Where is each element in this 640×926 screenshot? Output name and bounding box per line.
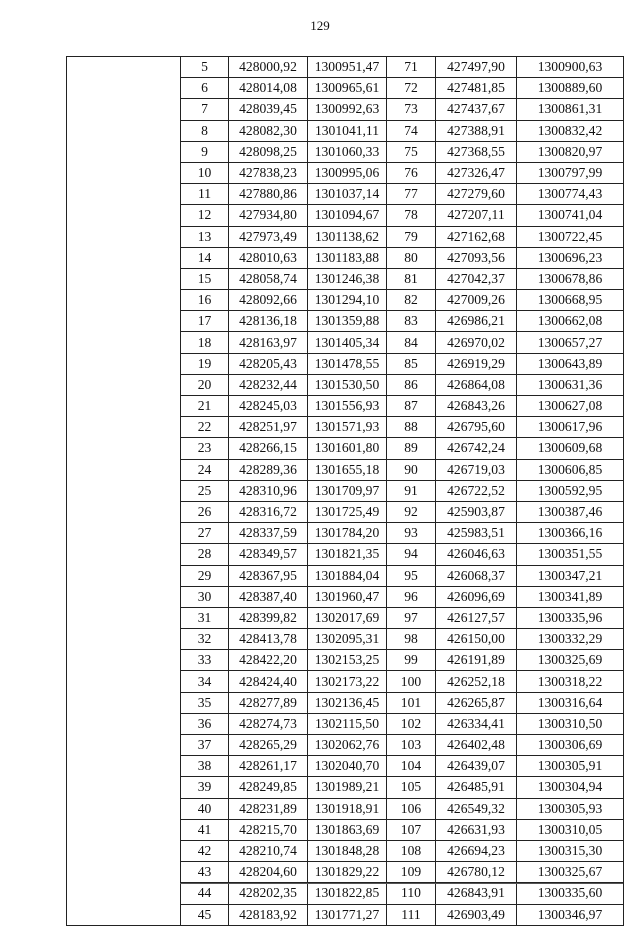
- y-coordinate-right-cell: 1300332,29: [517, 629, 624, 650]
- x-coordinate-left-cell: 427934,80: [229, 205, 308, 226]
- page-number: 129: [310, 18, 330, 33]
- y-coordinate-left-cell: 1301784,20: [308, 523, 387, 544]
- y-coordinate-right-cell: 1300631,36: [517, 374, 624, 395]
- x-coordinate-right-cell: 426631,93: [436, 819, 517, 840]
- y-coordinate-right-cell: 1300304,94: [517, 777, 624, 798]
- y-coordinate-right-cell: 1300341,89: [517, 586, 624, 607]
- point-number-left-cell: 31: [181, 607, 229, 628]
- x-coordinate-right-cell: 426970,02: [436, 332, 517, 353]
- point-number-left-cell: 29: [181, 565, 229, 586]
- x-coordinate-right-cell: 425983,51: [436, 523, 517, 544]
- point-number-left-cell: 30: [181, 586, 229, 607]
- bottom-rule: [180, 883, 623, 884]
- x-coordinate-left-cell: 428136,18: [229, 311, 308, 332]
- point-number-right-cell: 78: [387, 205, 436, 226]
- point-number-right-cell: 109: [387, 862, 436, 883]
- y-coordinate-left-cell: 1301359,88: [308, 311, 387, 332]
- x-coordinate-right-cell: 426719,03: [436, 459, 517, 480]
- y-coordinate-right-cell: 1300592,95: [517, 480, 624, 501]
- point-number-right-cell: 107: [387, 819, 436, 840]
- point-number-right-cell: 92: [387, 501, 436, 522]
- x-coordinate-right-cell: 426742,24: [436, 438, 517, 459]
- y-coordinate-right-cell: 1300609,68: [517, 438, 624, 459]
- y-coordinate-left-cell: 1301655,18: [308, 459, 387, 480]
- x-coordinate-left-cell: 428413,78: [229, 629, 308, 650]
- point-number-left-cell: 25: [181, 480, 229, 501]
- x-coordinate-left-cell: 428010,63: [229, 247, 308, 268]
- point-number-left-cell: 21: [181, 396, 229, 417]
- point-number-right-cell: 100: [387, 671, 436, 692]
- x-coordinate-left-cell: 428204,60: [229, 862, 308, 883]
- x-coordinate-left-cell: 428422,20: [229, 650, 308, 671]
- y-coordinate-left-cell: 1301478,55: [308, 353, 387, 374]
- point-number-left-cell: 34: [181, 671, 229, 692]
- x-coordinate-left-cell: 428337,59: [229, 523, 308, 544]
- x-coordinate-left-cell: 428316,72: [229, 501, 308, 522]
- x-coordinate-left-cell: 428202,35: [229, 883, 308, 904]
- y-coordinate-left-cell: 1301571,93: [308, 417, 387, 438]
- point-number-left-cell: 22: [181, 417, 229, 438]
- point-number-left-cell: 9: [181, 141, 229, 162]
- y-coordinate-right-cell: 1300900,63: [517, 57, 624, 78]
- x-coordinate-left-cell: 428205,43: [229, 353, 308, 374]
- point-number-left-cell: 11: [181, 184, 229, 205]
- x-coordinate-right-cell: 426549,32: [436, 798, 517, 819]
- x-coordinate-left-cell: 428092,66: [229, 290, 308, 311]
- x-coordinate-right-cell: 427042,37: [436, 268, 517, 289]
- point-number-right-cell: 85: [387, 353, 436, 374]
- x-coordinate-right-cell: 427093,56: [436, 247, 517, 268]
- y-coordinate-left-cell: 1301405,34: [308, 332, 387, 353]
- y-coordinate-left-cell: 1301960,47: [308, 586, 387, 607]
- y-coordinate-right-cell: 1300387,46: [517, 501, 624, 522]
- x-coordinate-right-cell: 427368,55: [436, 141, 517, 162]
- y-coordinate-right-cell: 1300889,60: [517, 78, 624, 99]
- x-coordinate-right-cell: 425903,87: [436, 501, 517, 522]
- point-number-right-cell: 106: [387, 798, 436, 819]
- x-coordinate-right-cell: 427279,60: [436, 184, 517, 205]
- x-coordinate-left-cell: 428266,15: [229, 438, 308, 459]
- point-number-left-cell: 20: [181, 374, 229, 395]
- y-coordinate-right-cell: 1300722,45: [517, 226, 624, 247]
- x-coordinate-left-cell: 428289,36: [229, 459, 308, 480]
- point-number-right-cell: 72: [387, 78, 436, 99]
- y-coordinate-left-cell: 1301601,80: [308, 438, 387, 459]
- y-coordinate-right-cell: 1300662,08: [517, 311, 624, 332]
- point-number-left-cell: 5: [181, 57, 229, 78]
- y-coordinate-left-cell: 1301530,50: [308, 374, 387, 395]
- x-coordinate-left-cell: 428349,57: [229, 544, 308, 565]
- y-coordinate-right-cell: 1300797,99: [517, 162, 624, 183]
- point-number-left-cell: 24: [181, 459, 229, 480]
- x-coordinate-left-cell: 428232,44: [229, 374, 308, 395]
- y-coordinate-left-cell: 1301183,88: [308, 247, 387, 268]
- y-coordinate-left-cell: 1301821,35: [308, 544, 387, 565]
- point-number-left-cell: 12: [181, 205, 229, 226]
- x-coordinate-right-cell: 426795,60: [436, 417, 517, 438]
- y-coordinate-left-cell: 1301556,93: [308, 396, 387, 417]
- x-coordinate-right-cell: 427481,85: [436, 78, 517, 99]
- point-number-left-cell: 41: [181, 819, 229, 840]
- point-number-left-cell: 45: [181, 904, 229, 925]
- y-coordinate-right-cell: 1300306,69: [517, 735, 624, 756]
- y-coordinate-right-cell: 1300832,42: [517, 120, 624, 141]
- x-coordinate-right-cell: 426843,26: [436, 396, 517, 417]
- x-coordinate-left-cell: 428310,96: [229, 480, 308, 501]
- y-coordinate-left-cell: 1302017,69: [308, 607, 387, 628]
- point-number-right-cell: 76: [387, 162, 436, 183]
- point-number-right-cell: 87: [387, 396, 436, 417]
- y-coordinate-right-cell: 1300657,27: [517, 332, 624, 353]
- point-number-left-cell: 13: [181, 226, 229, 247]
- y-coordinate-left-cell: 1301041,11: [308, 120, 387, 141]
- y-coordinate-left-cell: 1301822,85: [308, 883, 387, 904]
- point-number-left-cell: 33: [181, 650, 229, 671]
- x-coordinate-left-cell: 428014,08: [229, 78, 308, 99]
- x-coordinate-right-cell: 426903,49: [436, 904, 517, 925]
- y-coordinate-right-cell: 1300606,85: [517, 459, 624, 480]
- point-number-left-cell: 35: [181, 692, 229, 713]
- point-number-left-cell: 37: [181, 735, 229, 756]
- x-coordinate-left-cell: 428082,30: [229, 120, 308, 141]
- y-coordinate-left-cell: 1302062,76: [308, 735, 387, 756]
- x-coordinate-left-cell: 428231,89: [229, 798, 308, 819]
- y-coordinate-right-cell: 1300741,04: [517, 205, 624, 226]
- x-coordinate-right-cell: 426843,91: [436, 883, 517, 904]
- point-number-right-cell: 91: [387, 480, 436, 501]
- y-coordinate-left-cell: 1301725,49: [308, 501, 387, 522]
- point-number-left-cell: 38: [181, 756, 229, 777]
- x-coordinate-right-cell: 427326,47: [436, 162, 517, 183]
- x-coordinate-left-cell: 428367,95: [229, 565, 308, 586]
- y-coordinate-left-cell: 1301294,10: [308, 290, 387, 311]
- point-number-right-cell: 80: [387, 247, 436, 268]
- y-coordinate-right-cell: 1300627,08: [517, 396, 624, 417]
- point-number-right-cell: 104: [387, 756, 436, 777]
- y-coordinate-left-cell: 1301771,27: [308, 904, 387, 925]
- x-coordinate-left-cell: 428215,70: [229, 819, 308, 840]
- x-coordinate-right-cell: 426096,69: [436, 586, 517, 607]
- x-coordinate-right-cell: 427388,91: [436, 120, 517, 141]
- point-number-left-cell: 17: [181, 311, 229, 332]
- point-number-right-cell: 71: [387, 57, 436, 78]
- point-number-right-cell: 98: [387, 629, 436, 650]
- y-coordinate-right-cell: 1300325,69: [517, 650, 624, 671]
- coordinates-table-body: [67, 57, 624, 926]
- x-coordinate-right-cell: 426780,12: [436, 862, 517, 883]
- y-coordinate-left-cell: 1302095,31: [308, 629, 387, 650]
- y-coordinate-right-cell: 1300861,31: [517, 99, 624, 120]
- x-coordinate-right-cell: 426722,52: [436, 480, 517, 501]
- x-coordinate-left-cell: 428251,97: [229, 417, 308, 438]
- x-coordinate-right-cell: 426334,41: [436, 713, 517, 734]
- point-number-left-cell: 42: [181, 840, 229, 861]
- y-coordinate-left-cell: 1302040,70: [308, 756, 387, 777]
- y-coordinate-right-cell: 1300820,97: [517, 141, 624, 162]
- y-coordinate-left-cell: 1300951,47: [308, 57, 387, 78]
- y-coordinate-left-cell: 1301918,91: [308, 798, 387, 819]
- x-coordinate-left-cell: 428274,73: [229, 713, 308, 734]
- table-row: [67, 57, 624, 78]
- y-coordinate-left-cell: 1302136,45: [308, 692, 387, 713]
- point-number-right-cell: 83: [387, 311, 436, 332]
- point-number-left-cell: 28: [181, 544, 229, 565]
- y-coordinate-left-cell: 1301884,04: [308, 565, 387, 586]
- y-coordinate-right-cell: 1300774,43: [517, 184, 624, 205]
- y-coordinate-right-cell: 1300678,86: [517, 268, 624, 289]
- point-number-right-cell: 88: [387, 417, 436, 438]
- y-coordinate-left-cell: 1301709,97: [308, 480, 387, 501]
- point-number-right-cell: 79: [387, 226, 436, 247]
- point-number-left-cell: 26: [181, 501, 229, 522]
- y-coordinate-left-cell: 1301037,14: [308, 184, 387, 205]
- x-coordinate-left-cell: 428261,17: [229, 756, 308, 777]
- x-coordinate-right-cell: 427207,11: [436, 205, 517, 226]
- point-number-right-cell: 77: [387, 184, 436, 205]
- point-number-left-cell: 32: [181, 629, 229, 650]
- x-coordinate-right-cell: 427009,26: [436, 290, 517, 311]
- x-coordinate-right-cell: 426864,08: [436, 374, 517, 395]
- y-coordinate-left-cell: 1301060,33: [308, 141, 387, 162]
- x-coordinate-right-cell: 426191,89: [436, 650, 517, 671]
- point-number-right-cell: 103: [387, 735, 436, 756]
- y-coordinate-left-cell: 1302173,22: [308, 671, 387, 692]
- point-number-left-cell: 7: [181, 99, 229, 120]
- y-coordinate-right-cell: 1300310,05: [517, 819, 624, 840]
- point-number-right-cell: 73: [387, 99, 436, 120]
- y-coordinate-right-cell: 1300643,89: [517, 353, 624, 374]
- x-coordinate-right-cell: 426252,18: [436, 671, 517, 692]
- x-coordinate-left-cell: 428245,03: [229, 396, 308, 417]
- x-coordinate-right-cell: 426694,23: [436, 840, 517, 861]
- x-coordinate-left-cell: 428183,92: [229, 904, 308, 925]
- coordinates-table: [66, 56, 624, 926]
- point-number-right-cell: 110: [387, 883, 436, 904]
- point-number-left-cell: 40: [181, 798, 229, 819]
- y-coordinate-left-cell: 1301989,21: [308, 777, 387, 798]
- point-number-left-cell: 39: [181, 777, 229, 798]
- point-number-right-cell: 90: [387, 459, 436, 480]
- y-coordinate-right-cell: 1300305,93: [517, 798, 624, 819]
- y-coordinate-right-cell: 1300305,91: [517, 756, 624, 777]
- point-number-right-cell: 108: [387, 840, 436, 861]
- point-number-right-cell: 74: [387, 120, 436, 141]
- y-coordinate-right-cell: 1300310,50: [517, 713, 624, 734]
- x-coordinate-left-cell: 428387,40: [229, 586, 308, 607]
- point-number-left-cell: 15: [181, 268, 229, 289]
- y-coordinate-right-cell: 1300346,97: [517, 904, 624, 925]
- point-number-left-cell: 27: [181, 523, 229, 544]
- point-number-right-cell: 81: [387, 268, 436, 289]
- y-coordinate-right-cell: 1300325,67: [517, 862, 624, 883]
- x-coordinate-left-cell: 428277,89: [229, 692, 308, 713]
- x-coordinate-right-cell: 426485,91: [436, 777, 517, 798]
- x-coordinate-left-cell: 428039,45: [229, 99, 308, 120]
- x-coordinate-right-cell: 426986,21: [436, 311, 517, 332]
- point-number-right-cell: 99: [387, 650, 436, 671]
- y-coordinate-left-cell: 1302115,50: [308, 713, 387, 734]
- y-coordinate-left-cell: 1301246,38: [308, 268, 387, 289]
- x-coordinate-right-cell: 427437,67: [436, 99, 517, 120]
- point-number-left-cell: 43: [181, 862, 229, 883]
- y-coordinate-left-cell: 1301863,69: [308, 819, 387, 840]
- point-number-left-cell: 6: [181, 78, 229, 99]
- point-number-right-cell: 86: [387, 374, 436, 395]
- x-coordinate-left-cell: 427838,23: [229, 162, 308, 183]
- x-coordinate-left-cell: 428098,25: [229, 141, 308, 162]
- point-number-left-cell: 10: [181, 162, 229, 183]
- x-coordinate-left-cell: 428249,85: [229, 777, 308, 798]
- point-number-left-cell: 8: [181, 120, 229, 141]
- x-coordinate-left-cell: 428163,97: [229, 332, 308, 353]
- blank-left-column: [67, 57, 181, 926]
- point-number-left-cell: 16: [181, 290, 229, 311]
- x-coordinate-right-cell: 426046,63: [436, 544, 517, 565]
- y-coordinate-right-cell: 1300318,22: [517, 671, 624, 692]
- point-number-left-cell: 18: [181, 332, 229, 353]
- point-number-right-cell: 96: [387, 586, 436, 607]
- x-coordinate-left-cell: 428058,74: [229, 268, 308, 289]
- x-coordinate-right-cell: 426439,07: [436, 756, 517, 777]
- y-coordinate-right-cell: 1300668,95: [517, 290, 624, 311]
- x-coordinate-right-cell: 426402,48: [436, 735, 517, 756]
- x-coordinate-left-cell: 427973,49: [229, 226, 308, 247]
- y-coordinate-right-cell: 1300351,55: [517, 544, 624, 565]
- point-number-right-cell: 111: [387, 904, 436, 925]
- x-coordinate-left-cell: 428399,82: [229, 607, 308, 628]
- y-coordinate-right-cell: 1300696,23: [517, 247, 624, 268]
- point-number-right-cell: 82: [387, 290, 436, 311]
- point-number-right-cell: 105: [387, 777, 436, 798]
- point-number-right-cell: 101: [387, 692, 436, 713]
- x-coordinate-left-cell: 428265,29: [229, 735, 308, 756]
- y-coordinate-left-cell: 1301848,28: [308, 840, 387, 861]
- y-coordinate-right-cell: 1300617,96: [517, 417, 624, 438]
- x-coordinate-left-cell: 428000,92: [229, 57, 308, 78]
- y-coordinate-right-cell: 1300335,60: [517, 883, 624, 904]
- point-number-right-cell: 97: [387, 607, 436, 628]
- y-coordinate-left-cell: 1300992,63: [308, 99, 387, 120]
- x-coordinate-left-cell: 428210,74: [229, 840, 308, 861]
- x-coordinate-right-cell: 427162,68: [436, 226, 517, 247]
- point-number-left-cell: 23: [181, 438, 229, 459]
- point-number-right-cell: 89: [387, 438, 436, 459]
- point-number-left-cell: 19: [181, 353, 229, 374]
- y-coordinate-left-cell: 1301829,22: [308, 862, 387, 883]
- y-coordinate-left-cell: 1301094,67: [308, 205, 387, 226]
- x-coordinate-right-cell: 426068,37: [436, 565, 517, 586]
- y-coordinate-left-cell: 1302153,25: [308, 650, 387, 671]
- y-coordinate-right-cell: 1300335,96: [517, 607, 624, 628]
- point-number-right-cell: 102: [387, 713, 436, 734]
- point-number-left-cell: 44: [181, 883, 229, 904]
- point-number-right-cell: 93: [387, 523, 436, 544]
- point-number-right-cell: 94: [387, 544, 436, 565]
- point-number-left-cell: 14: [181, 247, 229, 268]
- y-coordinate-left-cell: 1300995,06: [308, 162, 387, 183]
- x-coordinate-right-cell: 426265,87: [436, 692, 517, 713]
- y-coordinate-right-cell: 1300347,21: [517, 565, 624, 586]
- y-coordinate-right-cell: 1300366,16: [517, 523, 624, 544]
- y-coordinate-left-cell: 1300965,61: [308, 78, 387, 99]
- x-coordinate-right-cell: 426127,57: [436, 607, 517, 628]
- point-number-left-cell: 36: [181, 713, 229, 734]
- point-number-right-cell: 84: [387, 332, 436, 353]
- x-coordinate-left-cell: 427880,86: [229, 184, 308, 205]
- x-coordinate-right-cell: 426919,29: [436, 353, 517, 374]
- x-coordinate-left-cell: 428424,40: [229, 671, 308, 692]
- y-coordinate-right-cell: 1300315,30: [517, 840, 624, 861]
- x-coordinate-right-cell: 427497,90: [436, 57, 517, 78]
- y-coordinate-left-cell: 1301138,62: [308, 226, 387, 247]
- x-coordinate-right-cell: 426150,00: [436, 629, 517, 650]
- y-coordinate-right-cell: 1300316,64: [517, 692, 624, 713]
- point-number-right-cell: 75: [387, 141, 436, 162]
- point-number-right-cell: 95: [387, 565, 436, 586]
